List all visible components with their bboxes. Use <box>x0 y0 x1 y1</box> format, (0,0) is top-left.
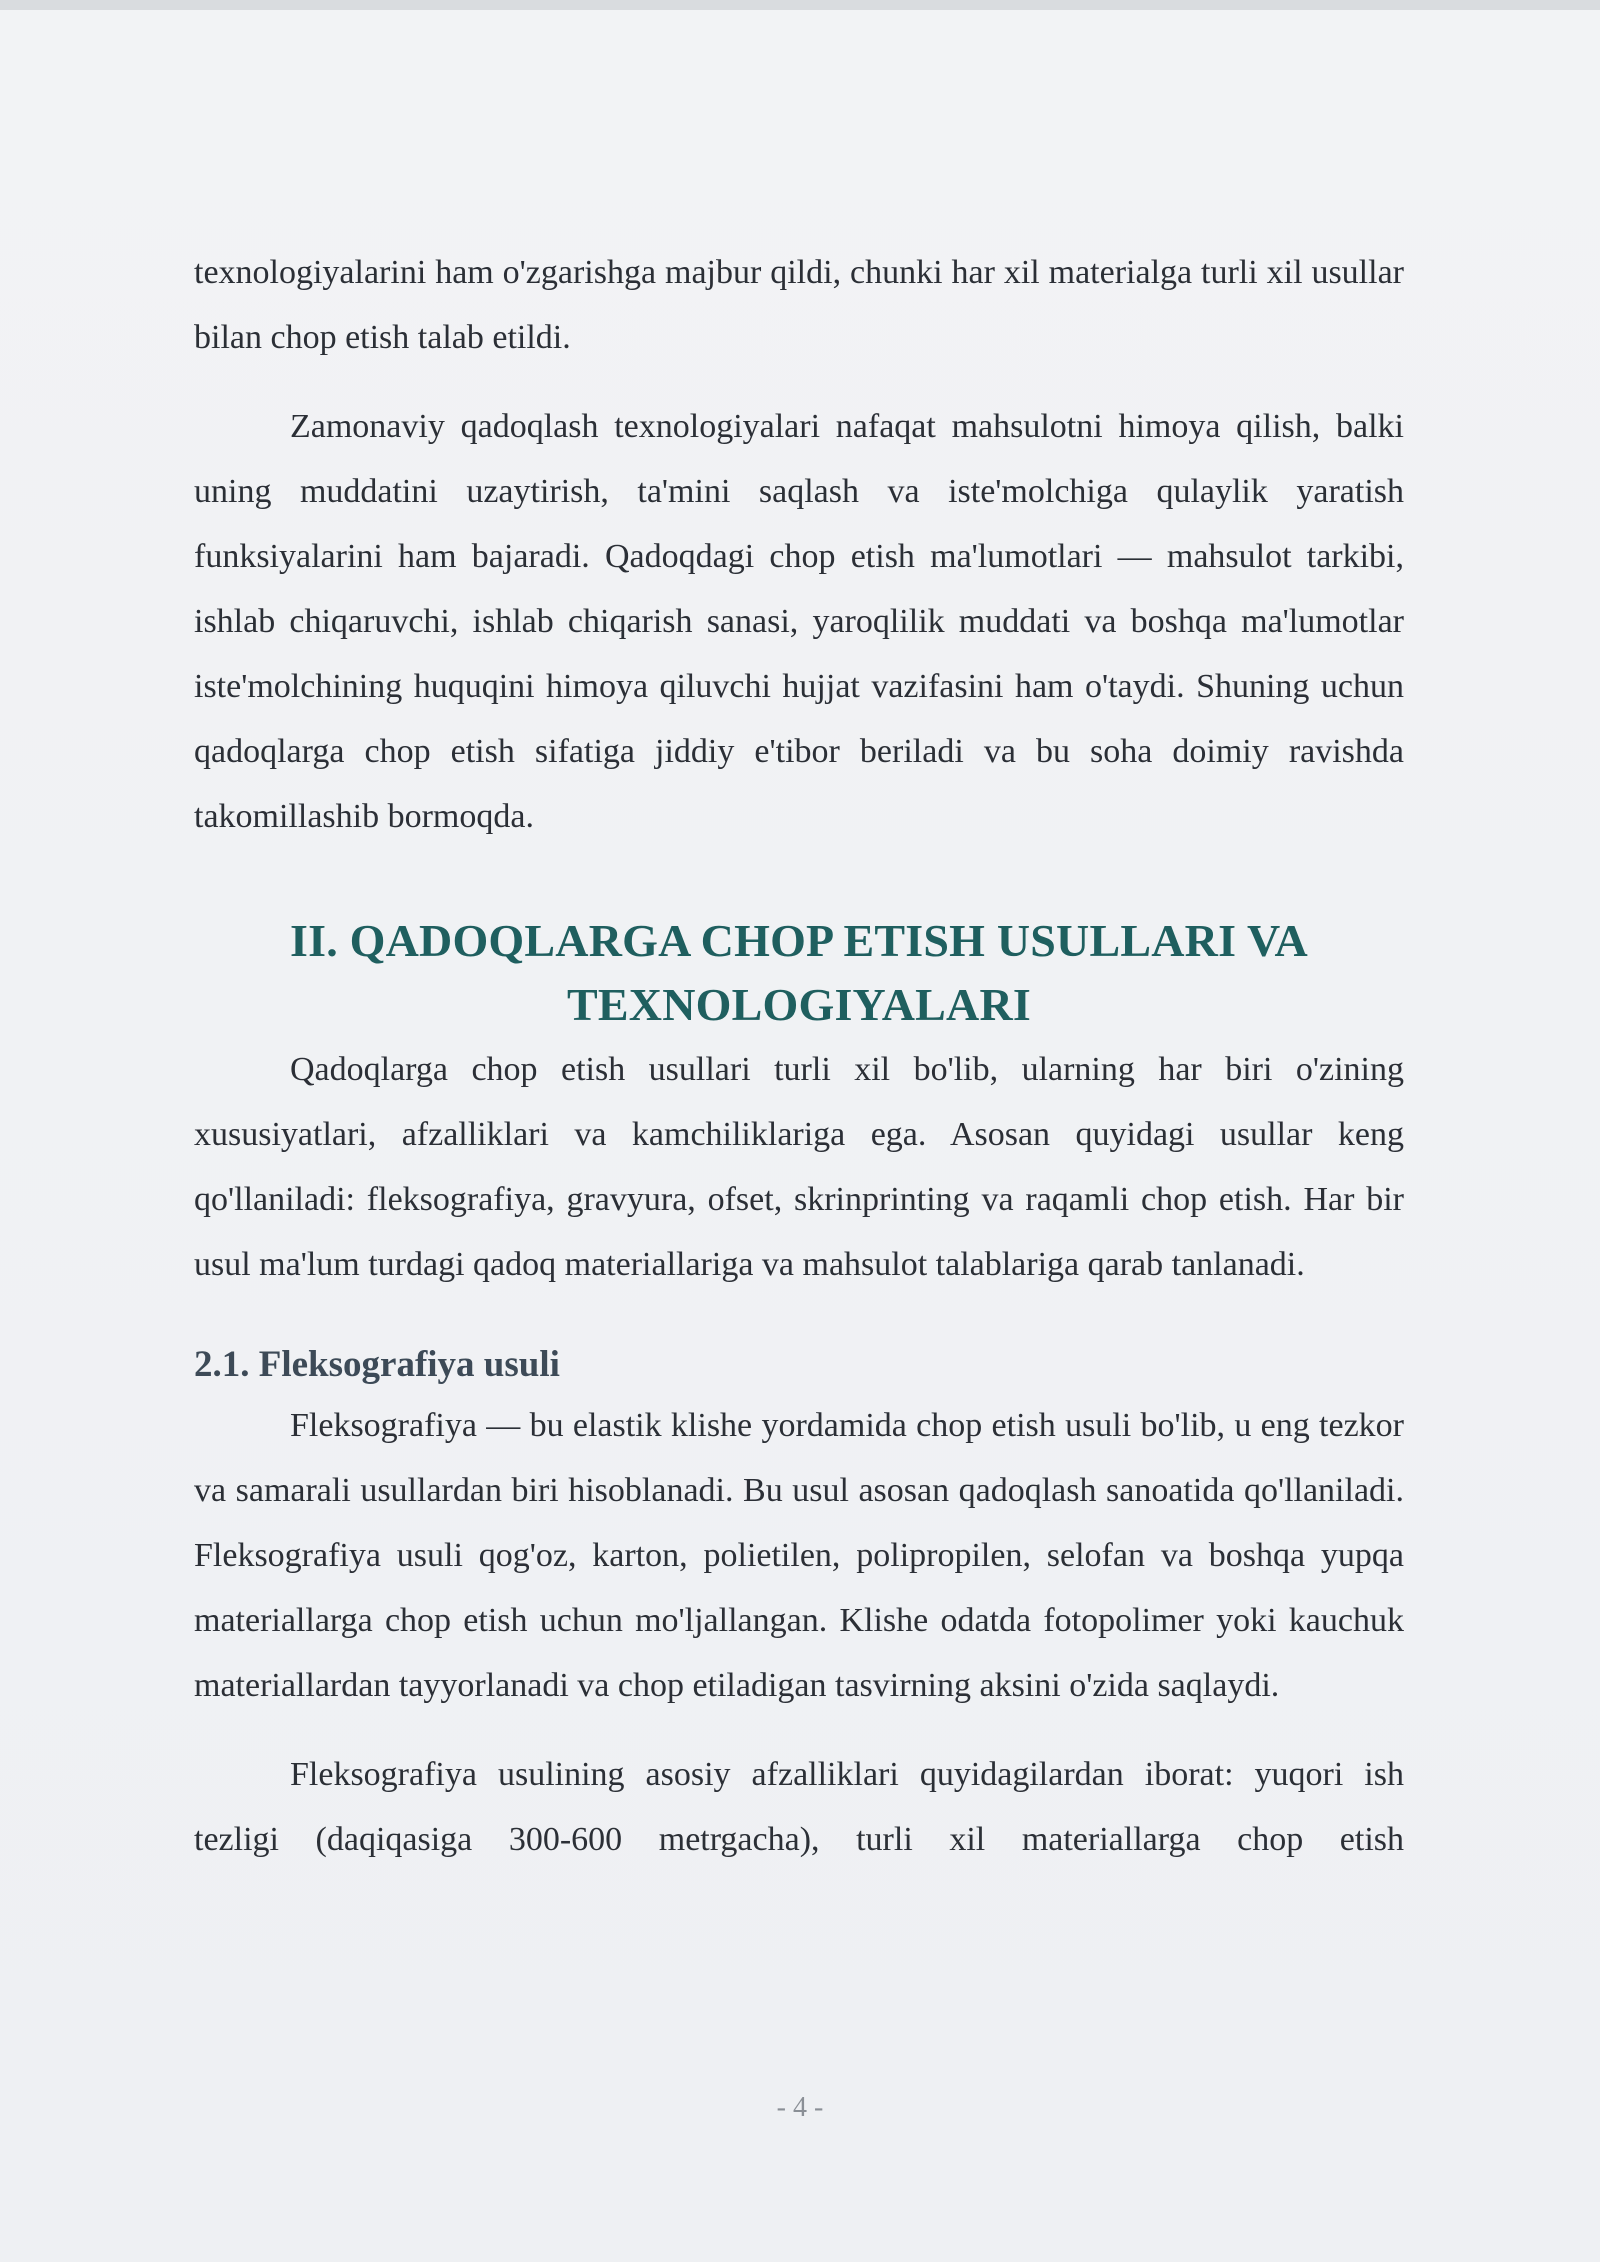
section-heading-line-1: II. QADOQLARGA CHOP ETISH USULLARI VA <box>290 915 1308 966</box>
body-paragraph: Fleksografiya usulining asosiy afzalliklari quyidagilardan iborat: yuqori ish tezligi (daqiqasiga 300-600 metrgacha), turli xil materiallarga chop etish <box>194 1756 1404 1858</box>
body-paragraph: Qadoqlarga chop etish usullari turli xil bo'lib, ularning har biri o'zining xususiyatlari, afzalliklari va kamchiliklariga ega. Asosan quyidagi usullar keng qo'llaniladi: fleksografiya, gravyura, ofset, skrinprinting va raqamli chop etish. Har bir usul ma'lum turdagi qadoq materiallariga va mahsulot talablariga qarab tanlanadi. <box>194 1051 1404 1283</box>
paragraph-spacer <box>194 370 1404 394</box>
page-content <box>194 240 1404 1872</box>
section-spacer <box>194 1297 1404 1337</box>
subsection-heading: 2.1. Fleksografiya usuli <box>194 1344 560 1385</box>
section-heading <box>194 909 1404 1037</box>
body-paragraph: Fleksografiya — bu elastik klishe yordamida chop etish usuli bo'lib, u eng tezkor va samarali usullardan biri hisoblanadi. Bu usul asosan qadoqlash sanoatida qo'llaniladi. Fleksografiya usuli qog'oz, karton, polietilen, polipropilen, selofan va boshqa yupqa materiallarga chop etish uchun mo'ljallangan. Klishe odatda fotopolimer yoki kauchuk materiallardan tayyorlanadi va chop etiladigan tasvirning aksini o'zida saqlaydi. <box>194 1407 1404 1704</box>
section-heading-line-2: TEXNOLOGIYALARI <box>567 979 1031 1030</box>
page-number: - 4 - <box>776 2092 824 2123</box>
section-spacer <box>194 849 1404 909</box>
body-paragraph: Zamonaviy qadoqlash texnologiyalari nafaqat mahsulotni himoya qilish, balki uning muddatini uzaytirish, ta'mini saqlash va iste'molchiga qulaylik yaratish funksiyalarini ham bajaradi. Qadoqdagi chop etish ma'lumotlari — mahsulot tarkibi, ishlab chiqaruvchi, ishlab chiqarish sanasi, yaroqlilik muddati va boshqa ma'lumotlar iste'molchining huquqini himoya qiluvchi hujjat vazifasini ham o'taydi. Shuning uchun qadoqlarga chop etish sifatiga jiddiy e'tibor beriladi va bu soha doimiy ravishda takomillashib bormoqda. <box>194 408 1404 835</box>
body-paragraph-continued: texnologiyalarini ham o'zgarishga majbur qildi, chunki har xil materialga turli xil usullar bilan chop etish talab etildi. <box>194 254 1404 356</box>
paragraph-spacer <box>194 1718 1404 1742</box>
